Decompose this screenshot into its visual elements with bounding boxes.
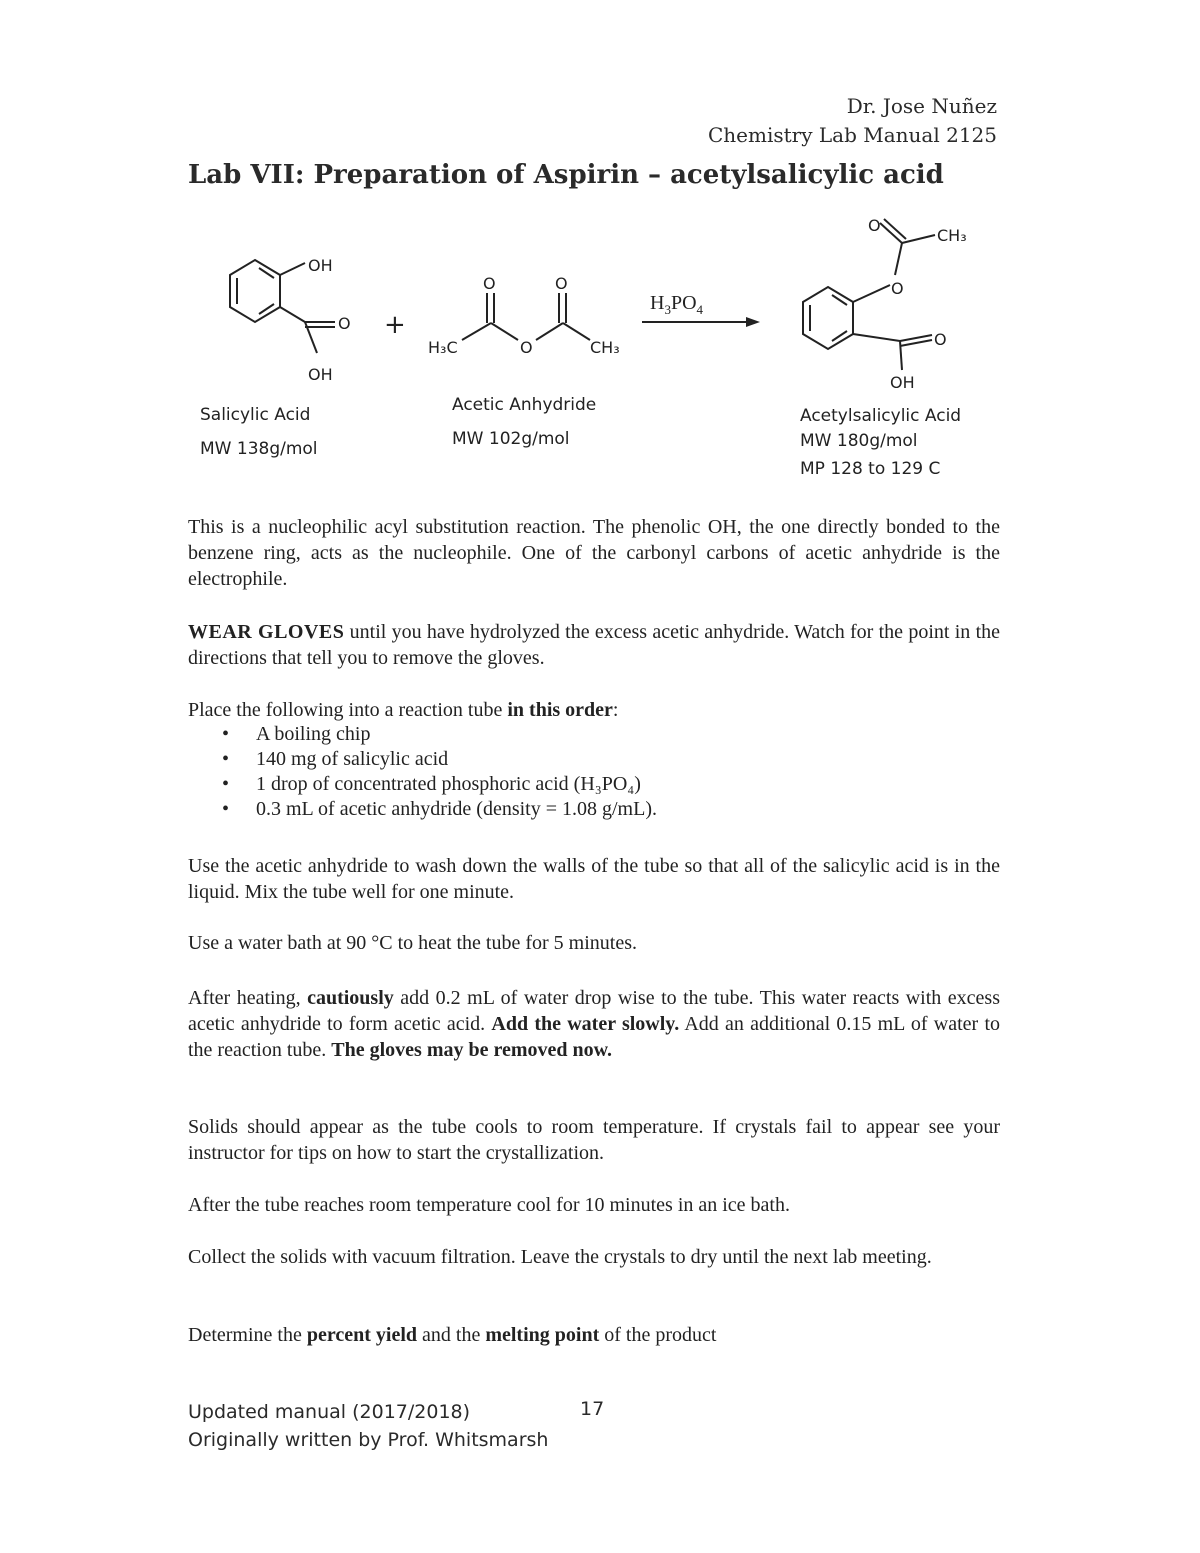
atom-o-bridge: O — [520, 338, 533, 357]
acetic-anhydride-mw: MW 102g/mol — [452, 429, 570, 449]
paragraph-intro: This is a nucleophilic acyl substitution reaction. The phenolic OH, the one directly bonded to the benzene ring, acts as the nucleophile. One of the carbonyl carbons of acetic anhydride is the electrophile. — [188, 516, 1000, 590]
product-atom-o-ester: O — [891, 279, 904, 298]
product-atom-o-carbonyl: O — [934, 330, 947, 349]
paragraph-gloves: WEAR GLOVES until you have hydrolyzed the excess acetic anhydride. Watch for the point in the directions that tell you to remove the gloves. — [188, 621, 1000, 669]
reaction-arrow-head — [746, 317, 760, 327]
paragraph-place-order: Place the following into a reaction tube in this order: — [188, 699, 619, 721]
aspirin-name: Acetylsalicylic Acid — [800, 406, 962, 426]
reaction-scheme — [180, 205, 1020, 495]
paragraph-water-bath: Use a water bath at 90 °C to heat the tube for 5 minutes. — [188, 932, 637, 954]
atom-oh-bottom: OH — [308, 365, 333, 384]
product-atom-o-top: O — [868, 216, 881, 235]
atom-oh-top: OH — [308, 256, 333, 275]
atom-o-1: O — [483, 274, 496, 293]
page-number: 17 — [580, 1398, 605, 1420]
atom-h3c: H₃C — [428, 338, 458, 357]
reagent-list — [218, 722, 657, 822]
paragraph-wash: Use the acetic anhydride to wash down the walls of the tube so that all of the salicylic acid is in the liquid. Mix the tube well for one minute. — [188, 855, 1000, 903]
paragraph-collect: Collect the solids with vacuum filtration. Leave the crystals to dry until the next lab meeting. — [188, 1246, 932, 1268]
paragraph-after-heating: After heating, cautiously add 0.2 mL of water drop wise to the tube. This water reacts with excess acetic anhydride to form acetic acid. Add the water slowly. Add an additional 0.15 mL of water to the reaction tube. The gloves may be removed now. — [188, 987, 1000, 1061]
list-item: • A boiling chip — [218, 722, 657, 747]
salicylic-acid-name: Salicylic Acid — [200, 405, 311, 425]
header-manual: Chemistry Lab Manual 2125 — [707, 123, 997, 147]
acetic-anhydride-structure — [462, 293, 590, 340]
footer-updated: Updated manual (2017/2018) — [188, 1401, 471, 1423]
aspirin-mp: MP 128 to 129 C — [800, 459, 941, 479]
product-atom-ch3: CH₃ — [937, 226, 967, 245]
page-footer — [188, 1398, 548, 1454]
list-item: • 140 mg of salicylic acid — [218, 747, 657, 772]
salicylic-acid-mw: MW 138g/mol — [200, 439, 318, 459]
footer-author: Originally written by Prof. Whitsmarsh — [188, 1429, 549, 1451]
atom-o-carbonyl: O — [338, 314, 351, 333]
atom-ch3: CH₃ — [590, 338, 620, 357]
header-author: Dr. Jose Nuñez — [846, 94, 997, 118]
list-item: • 1 drop of concentrated phosphoric acid (H₃PO₄) — [218, 772, 657, 797]
atom-o-2: O — [555, 274, 568, 293]
page-title: Lab VII: Preparation of Aspirin – acetylsalicylic acid — [188, 160, 944, 190]
product-atom-oh: OH — [890, 373, 915, 392]
aspirin-structure — [803, 219, 935, 370]
paragraph-ice-bath: After the tube reaches room temperature cool for 10 minutes in an ice bath. — [188, 1194, 790, 1216]
reagent-label: $H_3PO_4$ — [650, 292, 704, 317]
list-item: • 0.3 mL of acetic anhydride (density = 1.08 g/mL). — [218, 797, 657, 822]
plus-sign: + — [384, 310, 406, 340]
aspirin-mw: MW 180g/mol — [800, 431, 918, 451]
acetic-anhydride-name: Acetic Anhydride — [452, 395, 597, 415]
paragraph-determine: Determine the percent yield and the melting point of the product — [188, 1324, 717, 1346]
paragraph-solids: Solids should appear as the tube cools to room temperature. If crystals fail to appear see your instructor for tips on how to start the crystallization. — [188, 1116, 1000, 1164]
page-header — [708, 92, 997, 150]
